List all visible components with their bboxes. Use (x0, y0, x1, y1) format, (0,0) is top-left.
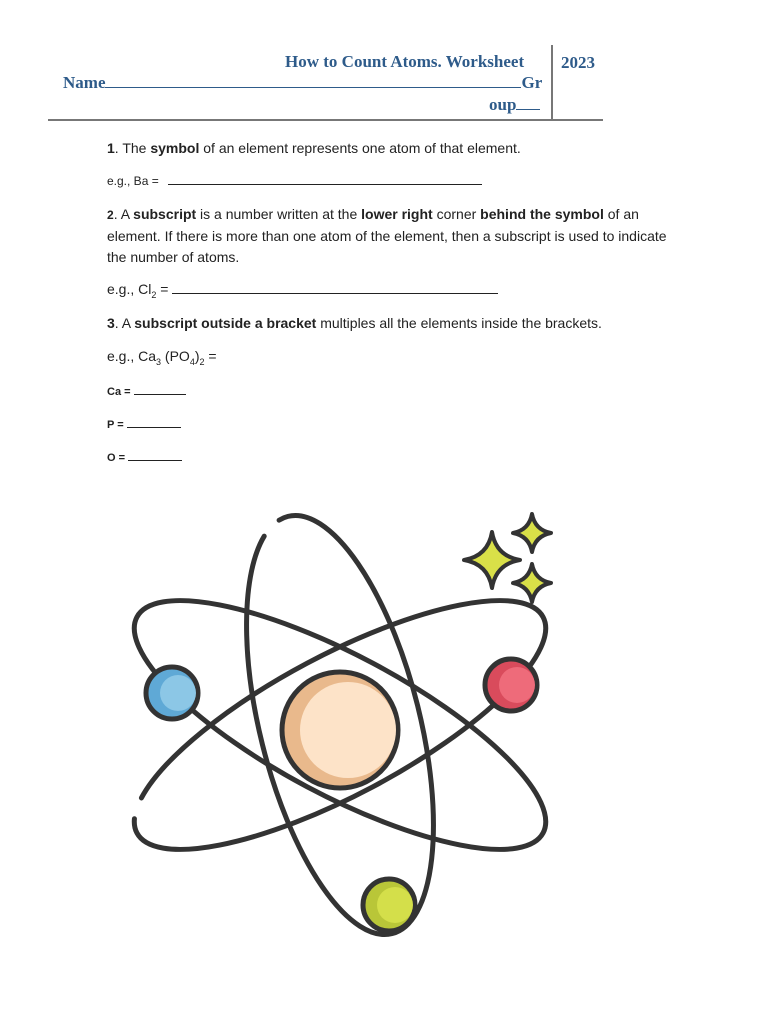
header-vertical-rule (551, 45, 553, 120)
answer-ca-label: Ca = (107, 386, 134, 398)
group-blank[interactable] (516, 95, 540, 110)
item-2-part: of an element. If there is more than one atom of the element, then a subscript is used to indicate the number of atoms. (107, 206, 667, 265)
item-2-example-equals: = (156, 281, 173, 297)
sparkle-icon (464, 514, 551, 602)
item-2-part: . A (113, 206, 134, 222)
item-2-bold: behind the symbol (480, 206, 604, 222)
group-label-start: Gr (521, 73, 543, 92)
item-3-example-part: (PO (161, 348, 190, 364)
item-2-part: is a number written at the (196, 206, 362, 222)
name-label: Name (63, 73, 106, 92)
item-1-part: of an element represents one atom of that element. (199, 140, 521, 156)
item-3-example-part: ) (194, 348, 200, 364)
item-1-example (107, 171, 482, 192)
item-3-bold: subscript outside a bracket (134, 315, 317, 331)
item-2-example-label: e.g., Cl (107, 281, 152, 297)
electron-red-icon (485, 659, 537, 711)
item-3-part: . A (114, 315, 135, 331)
electron-yellow-icon (363, 879, 415, 931)
item-1-part: . The (114, 140, 151, 156)
group-field[interactable] (489, 95, 540, 115)
answer-ca (107, 381, 186, 403)
item-2-answer-blank[interactable] (172, 280, 498, 294)
item-3-example-part: e.g., Ca (107, 348, 157, 364)
item-2-example-subscript: 2 (151, 289, 157, 300)
group-label-end: oup (489, 95, 517, 114)
answer-o-label: O = (107, 452, 129, 464)
worksheet-title: How to Count Atoms. Worksheet (285, 52, 525, 71)
year-label: 2023 (561, 53, 595, 72)
header-horizontal-rule (48, 119, 603, 121)
item-1-answer-blank[interactable] (168, 171, 482, 185)
answer-p (107, 414, 181, 436)
answer-o (107, 447, 182, 469)
answer-o-blank[interactable] (128, 447, 182, 461)
item-3-example-subscript: 2 (199, 356, 205, 367)
name-blank[interactable] (105, 73, 521, 88)
item-1-number: 1 (107, 140, 115, 156)
item-3-part: multiples all the elements inside the brackets. (316, 315, 602, 331)
item-3-example-subscript: 4 (189, 356, 195, 367)
item-1-text (107, 138, 521, 159)
item-3-example-part: = (204, 348, 217, 364)
answer-p-label: P = (107, 419, 127, 431)
atom-illustration (130, 500, 570, 960)
item-2-bold: lower right (361, 206, 433, 222)
item-1-bold: symbol (150, 140, 200, 156)
item-2-number: 2 (107, 208, 114, 222)
item-2-bold: subscript (133, 206, 197, 222)
item-3-example (107, 346, 217, 373)
nucleus-icon (282, 672, 398, 788)
item-3-text (107, 313, 602, 334)
electron-blue-icon (146, 667, 198, 719)
answer-ca-blank[interactable] (134, 381, 186, 395)
item-1-example-label: e.g., Ba = (107, 174, 163, 188)
item-3-number: 3 (107, 315, 115, 331)
name-field[interactable] (63, 73, 542, 93)
answer-p-blank[interactable] (127, 414, 181, 428)
item-2-part: corner (432, 206, 481, 222)
item-2-text (107, 204, 667, 268)
item-3-example-subscript: 3 (156, 356, 162, 367)
item-2-example (107, 279, 498, 306)
